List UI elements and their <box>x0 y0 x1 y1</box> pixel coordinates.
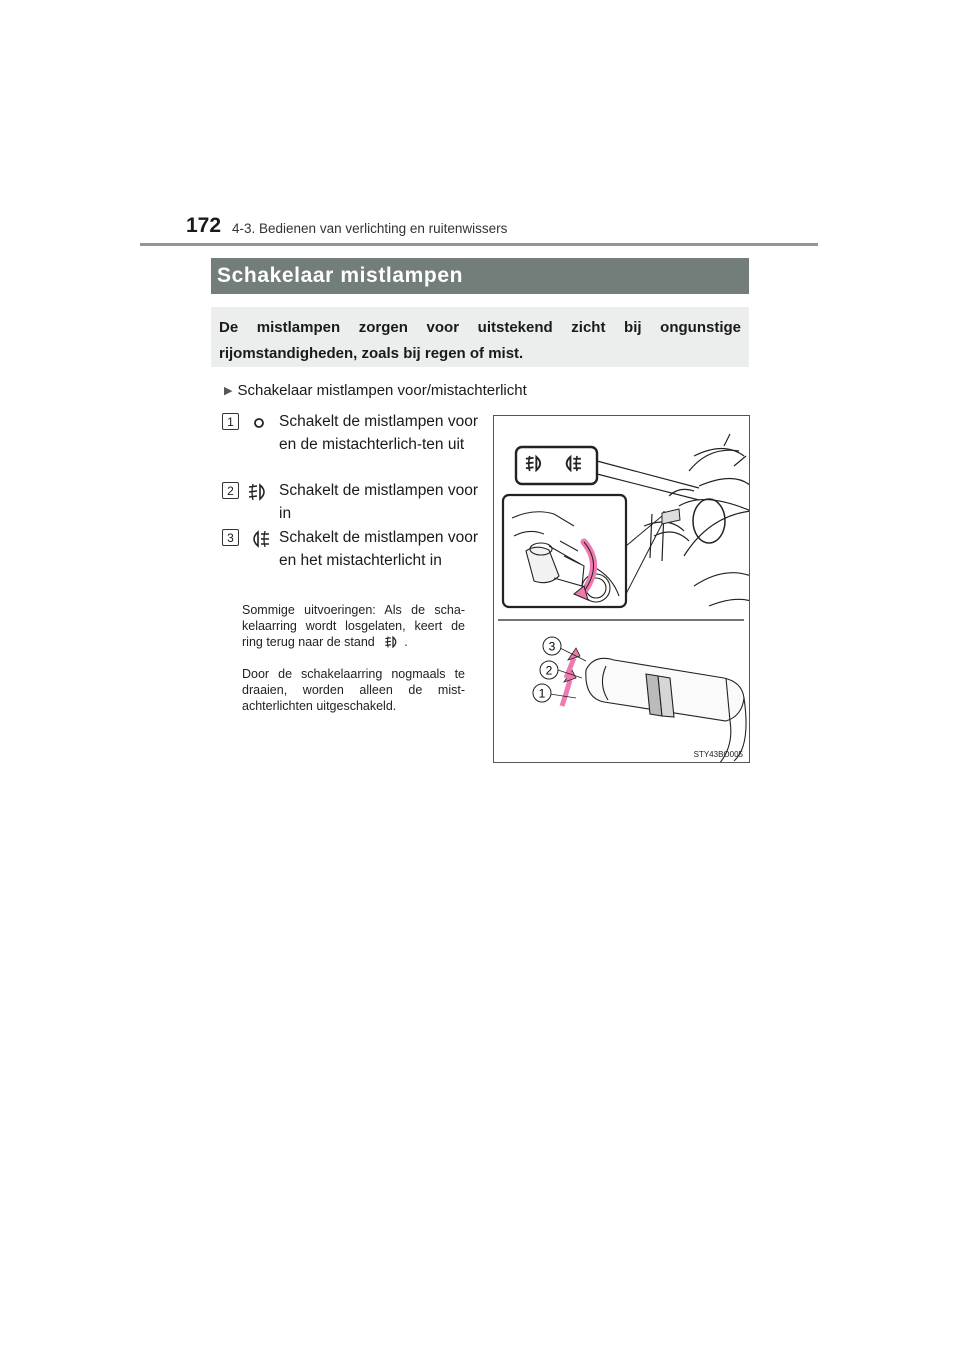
callout-2 <box>540 661 558 679</box>
off-circle-icon <box>247 413 273 438</box>
callout-number: 2 <box>545 663 553 678</box>
note-text-end: . <box>404 635 408 649</box>
subheading <box>224 382 527 399</box>
subheading-text: Schakelaar mistlampen voor/mistachterlicht <box>237 382 527 399</box>
callout-number: 1 <box>538 686 546 701</box>
triangle-bullet-icon: ▶ <box>224 385 233 397</box>
page-number: 172 <box>186 214 222 237</box>
callout-number: 3 <box>548 639 556 654</box>
chapter-title: 4-3. Bedienen van verlichting en ruitenwissers <box>232 221 508 236</box>
section-title: Schakelaar mistlampen <box>211 258 749 294</box>
note-text: Door de schakelaarring nogmaals te draaien, worden alleen de mist-achterlichten uitgeschakeld. <box>242 667 465 713</box>
item-text: Schakelt de mistlampen voor en de mistachterlich-ten uit <box>279 413 479 453</box>
item-number-badge: 3 <box>222 529 239 546</box>
front-fog-lamp-icon <box>247 482 273 507</box>
item-text: Schakelt de mistlampen voor in <box>279 482 479 522</box>
illustration <box>493 415 750 763</box>
note-text: Sommige uitvoeringen: Als de scha-kelaarring wordt losgelaten, keert de ring terug naar de stand <box>242 603 465 649</box>
note-paragraph <box>242 666 465 714</box>
front-fog-lamp-icon <box>384 635 402 653</box>
rear-fog-lamp-icon <box>247 529 273 554</box>
item-number-badge: 2 <box>222 482 239 499</box>
intro-box <box>211 307 749 367</box>
callout-3 <box>543 637 561 655</box>
fog-switch-illustration <box>494 416 750 763</box>
header-rule <box>140 243 818 246</box>
intro-text: De mistlampen zorgen voor uitstekend zicht bij ongunstige rijomstandigheden, zoals bij regen of mist. <box>219 319 741 362</box>
callout-1 <box>533 684 551 702</box>
figure-code: STY43BO005 <box>693 750 743 759</box>
note-paragraph <box>242 602 465 653</box>
item-text: Schakelt de mistlampen voor en het mistachterlicht in <box>279 529 479 569</box>
item-number-badge: 1 <box>222 413 239 430</box>
